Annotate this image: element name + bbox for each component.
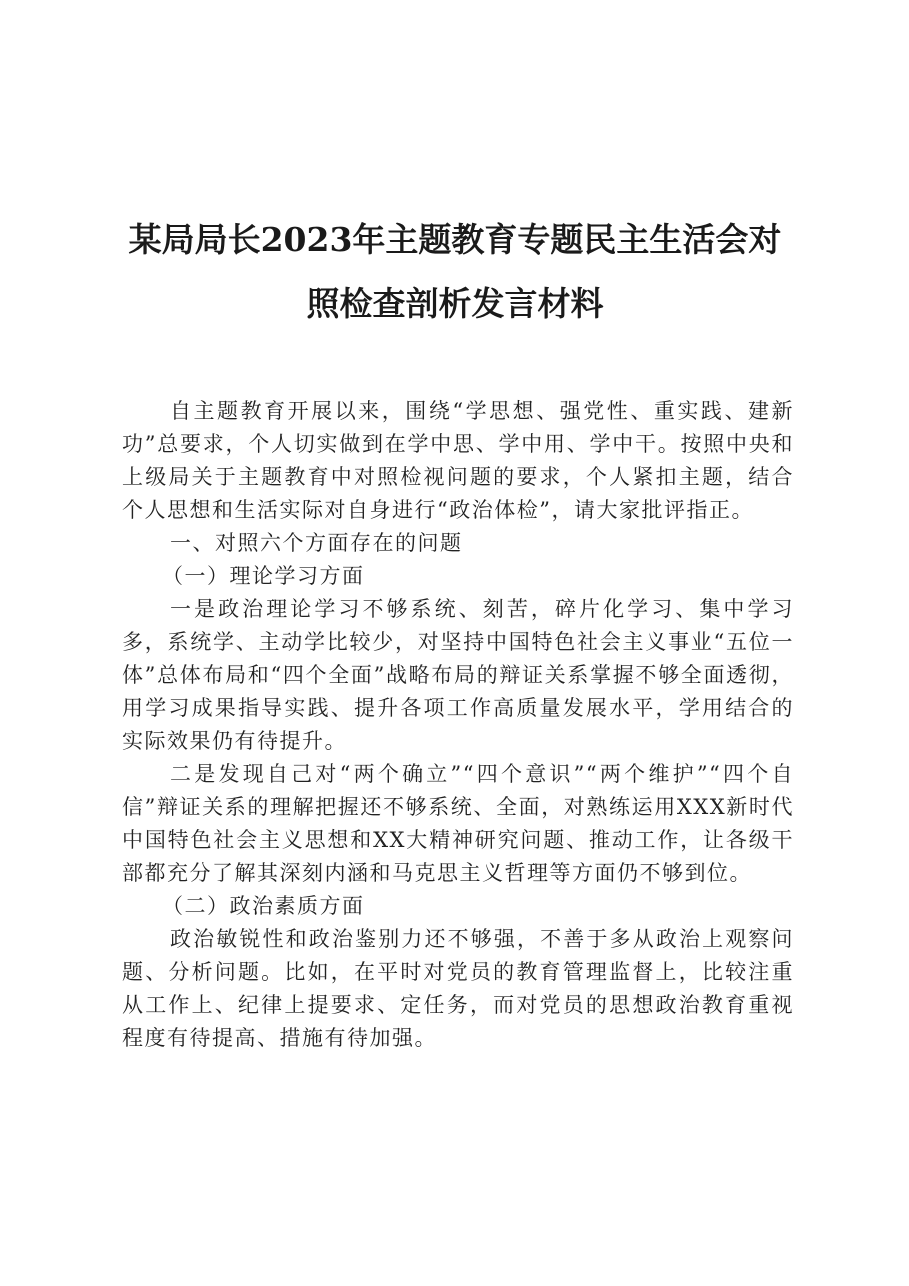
body-paragraph-2: 二是发现自己对“两个确立”“四个意识”“两个维护”“四个自信”辩证关系的理解把握还不够系统、全面，对熟练运用XXX新时代中国特色社会主义思想和XX大精神研究问题、推动工作，让各级干部都充分了解其深刻内涵和马克思主义哲理等方面仍不够到位。 [122, 762, 794, 885]
document-body [122, 395, 794, 1055]
intro-paragraph: 自主题教育开展以来，围绕“学思想、强党性、重实践、建新功”总要求，个人切实做到在学中思、学中用、学中干。按照中央和上级局关于主题教育中对照检视问题的要求，个人紧扣主题，结合个人思想和生活实际对自身进行“政治体检”，请大家批评指正。 [122, 399, 794, 522]
document-title-line1: 某局局长2023年主题教育专题民主生活会对 [128, 220, 782, 259]
document-title-line2: 照检查剖析发言材料 [306, 284, 604, 323]
body-paragraph-1: 一是政治理论学习不够系统、刻苦，碎片化学习、集中学习多，系统学、主动学比较少，对坚持中国特色社会主义事业“五位一体”总体布局和“四个全面”战略布局的辩证关系掌握不够全面透彻，用学习成果指导实践、提升各项工作高质量发展水平，学用结合的实际效果仍有待提升。 [122, 597, 794, 753]
body-paragraph-3: 政治敏锐性和政治鉴别力还不够强，不善于多从政治上观察问题、分析问题。比如，在平时对党员的教育管理监督上，比较注重从工作上、纪律上提要求、定任务，而对党员的思想政治教育重视程度有待提高、措施有待加强。 [122, 927, 794, 1050]
subsection-heading-2: （二）政治素质方面 [162, 894, 365, 918]
subsection-heading-1: （一）理论学习方面 [162, 564, 365, 588]
section-heading-1: 一、对照六个方面存在的问题 [170, 531, 463, 555]
